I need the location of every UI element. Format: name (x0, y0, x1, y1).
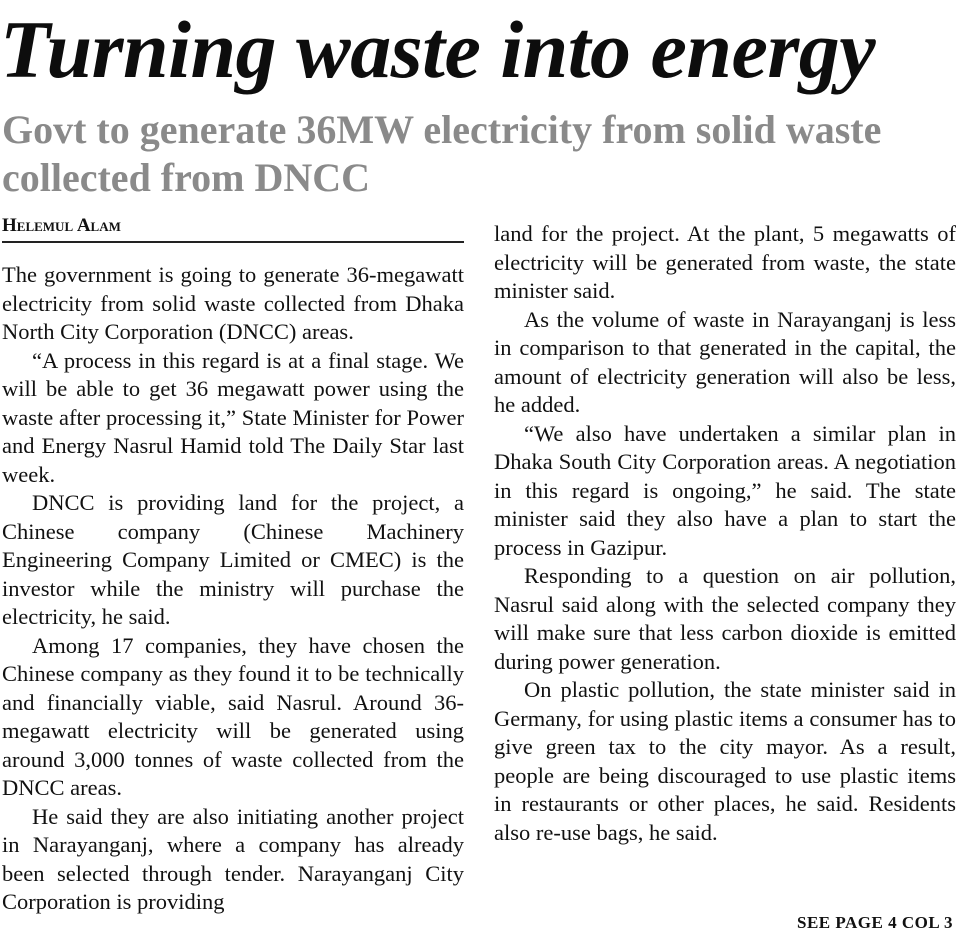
continuation-note: SEE PAGE 4 COL 3 (797, 913, 953, 932)
paragraph: On plastic pollution, the state minister said in Germany, for using plastic items a consumer has to give green tax to the city mayor. As a result, people are being discouraged to use plastic items in restaurants or other places, he said. Residents also re-use bags, he said. (494, 677, 956, 845)
paragraph: DNCC is providing land for the project, a Chinese company (Chinese Machinery Engineering Company Limited or CMEC) is the investor while the ministry will purchase the electricity, he said. (2, 490, 464, 629)
paragraph: As the volume of waste in Narayanganj is less in comparison to that generated in the capital, the amount of electricity generation will also be less, he added. (494, 306, 956, 417)
byline: Helemul Alam (2, 213, 464, 243)
paragraph: He said they are also initiating another project in Narayanganj, where a company has already been selected through tender. Narayanganj City Corporation is providing (2, 803, 464, 914)
paragraph: land for the project. At the plant, 5 megawatts of electricity will be generated from waste, the state minister said. (494, 221, 956, 303)
article-column-left (2, 261, 464, 917)
article-column-right (494, 220, 956, 847)
paragraph: The government is going to generate 36-megawatt electricity from solid waste collected from Dhaka North City Corporation (DNCC) areas. (2, 262, 464, 344)
subheadline: Govt to generate 36MW electricity from solid waste collected from DNCC (2, 107, 882, 200)
paragraph: “A process in this regard is at a final stage. We will be able to get 36 megawatt power using the waste after processing it,” State Minister for Power and Energy Nasrul Hamid told The Daily Star last week. (2, 347, 464, 487)
headline: Turning waste into energy (0, 4, 876, 95)
paragraph: Responding to a question on air pollution, Nasrul said along with the selected company they will make sure that less carbon dioxide is emitted during power generation. (494, 563, 956, 674)
paragraph: Among 17 companies, they have chosen the Chinese company as they found it to be technically and financially viable, said Nasrul. Around 36-megawatt electricity will be generated using around 3,000 tonnes of waste collected from the DNCC areas. (2, 632, 464, 800)
paragraph: “We also have undertaken a similar plan in Dhaka South City Corporation areas. A negotiation in this regard is ongoing,” he said. The state minister said they also have a plan to start the process in Gazipur. (494, 420, 956, 560)
